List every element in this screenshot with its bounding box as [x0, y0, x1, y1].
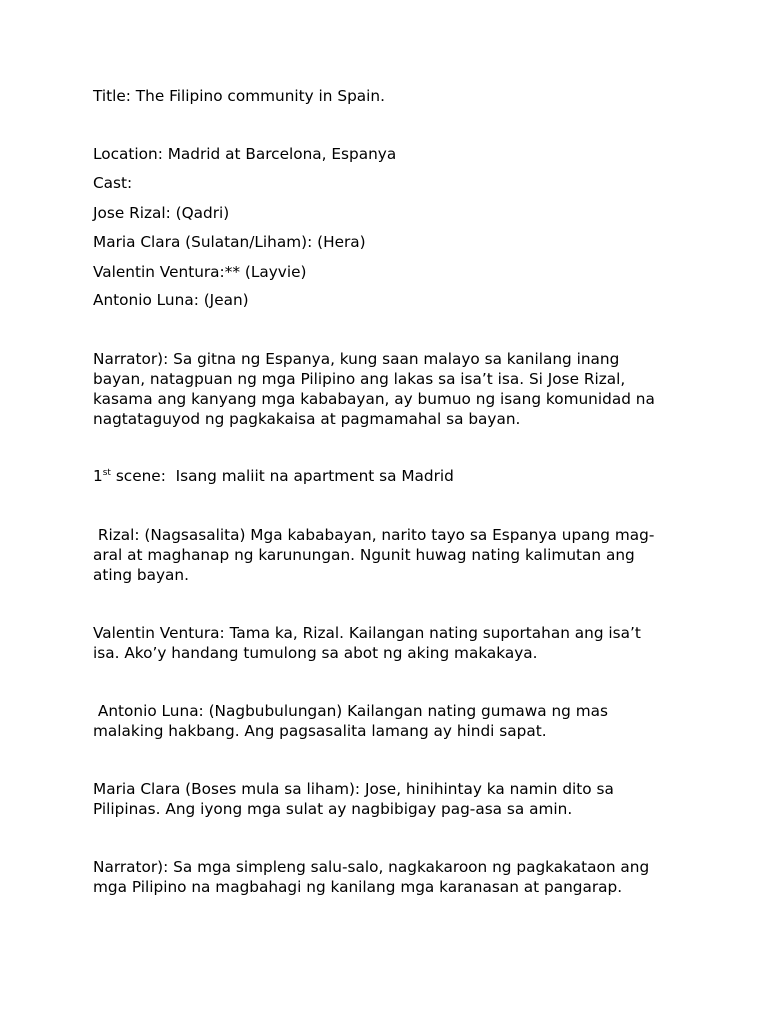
paragraph-line: bayan, natagpuan ng mga Pilipino ang lakas sa isa’t isa. Si Jose Rizal,	[93, 370, 626, 388]
document-title: Title: The Filipino community in Spain.	[93, 87, 385, 105]
scene-ordinal-suffix: st	[102, 468, 111, 478]
paragraph-line: nagtataguyod ng pagkakaisa at pagmamahal sa bayan.	[93, 410, 521, 428]
paragraph-line: malaking hakbang. Ang pagsasalita lamang ay hindi sapat.	[93, 722, 547, 740]
cast-member-antonio-luna: Antonio Luna: (Jean)	[93, 291, 249, 309]
cast-heading: Cast:	[93, 174, 133, 192]
paragraph-line: ating bayan.	[93, 566, 189, 584]
luna-dialogue-paragraph	[93, 701, 673, 741]
paragraph-line: Maria Clara (Boses mula sa liham): Jose, hinihintay ka namin dito sa	[93, 780, 614, 798]
scene-heading	[93, 466, 673, 486]
cast-member-valentin-ventura: Valentin Ventura:** (Layvie)	[93, 263, 307, 281]
paragraph-line: Antonio Luna: (Nagbubulungan) Kailangan nating gumawa ng mas	[93, 702, 608, 720]
rizal-dialogue-paragraph	[93, 525, 673, 585]
scene-description: scene: Isang maliit na apartment sa Madrid	[110, 467, 454, 485]
cast-member-rizal: Jose Rizal: (Qadri)	[93, 204, 230, 222]
paragraph-line: isa. Ako’y handang tumulong sa abot ng aking makakaya.	[93, 644, 538, 662]
narrator-intro-paragraph	[93, 349, 673, 429]
ventura-dialogue-paragraph	[93, 623, 673, 663]
narrator-outro-paragraph	[93, 857, 673, 897]
paragraph-line: Narrator): Sa gitna ng Espanya, kung saan malayo sa kanilang inang	[93, 350, 620, 368]
paragraph-line: aral at maghanap ng karunungan. Ngunit huwag nating kalimutan ang	[93, 546, 635, 564]
paragraph-line: mga Pilipino na magbahagi ng kanilang mga karanasan at pangarap.	[93, 878, 623, 896]
paragraph-line: Pilipinas. Ang iyong mga sulat ay nagbibigay pag-asa sa amin.	[93, 800, 573, 818]
cast-member-maria-clara: Maria Clara (Sulatan/Liham): (Hera)	[93, 233, 366, 251]
maria-clara-dialogue-paragraph	[93, 779, 673, 819]
paragraph-line: Valentin Ventura: Tama ka, Rizal. Kailangan nating suportahan ang isa’t	[93, 624, 641, 642]
scene-number: 1	[93, 467, 103, 485]
location-line: Location: Madrid at Barcelona, Espanya	[93, 145, 397, 163]
paragraph-line: Narrator): Sa mga simpleng salu-salo, nagkakaroon ng pagkakataon ang	[93, 858, 650, 876]
paragraph-line: kasama ang kanyang mga kababayan, ay bumuo ng isang komunidad na	[93, 390, 655, 408]
paragraph-line: Rizal: (Nagsasalita) Mga kababayan, narito tayo sa Espanya upang mag-	[93, 526, 655, 544]
